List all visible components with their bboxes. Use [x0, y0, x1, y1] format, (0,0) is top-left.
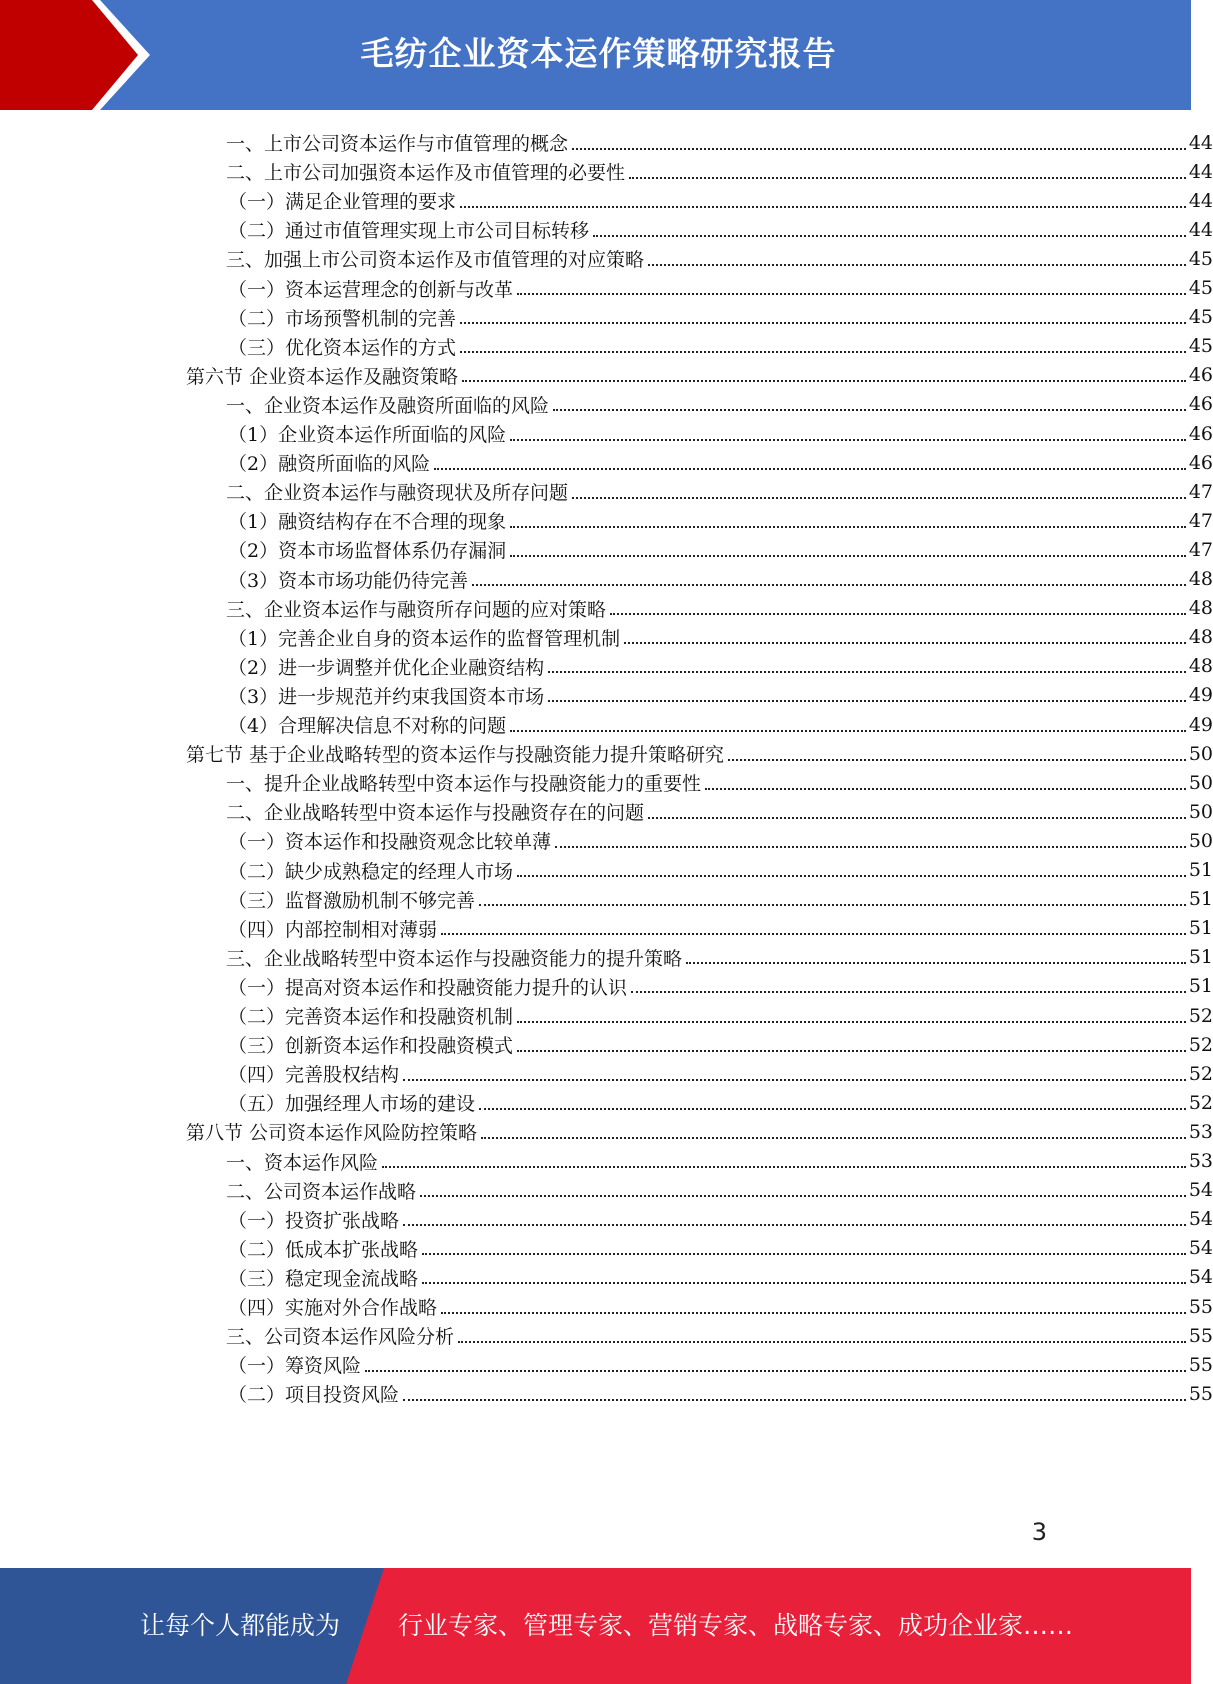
toc-entry[interactable] — [0, 476, 1213, 507]
toc-entry[interactable] — [0, 418, 1213, 449]
toc-entry-title: （2）资本市场监督体系仍存漏洞 — [228, 540, 507, 563]
toc-entry-title: （四）内部控制相对薄弱 — [228, 918, 438, 941]
toc-entry[interactable] — [0, 302, 1213, 333]
toc-entry[interactable] — [0, 1029, 1213, 1060]
toc-entry-title: （1）融资结构存在不合理的现象 — [228, 511, 507, 534]
toc-entry-title: （一）投资扩张战略 — [228, 1209, 400, 1232]
toc-leader-dots — [517, 1021, 1186, 1023]
toc-entry-title: （三）创新资本运作和投融资模式 — [228, 1035, 514, 1058]
toc-leader-dots — [472, 584, 1186, 586]
toc-entry-title: 第七节 基于企业战略转型的资本运作与投融资能力提升策略研究 — [186, 744, 725, 767]
toc-leader-dots — [728, 759, 1186, 761]
toc-leader-dots — [572, 497, 1186, 499]
toc-entry-title: （五）加强经理人市场的建设 — [228, 1093, 476, 1116]
toc-entry-page: 45 — [1188, 335, 1213, 358]
toc-entry[interactable] — [0, 1146, 1213, 1177]
toc-leader-dots — [548, 700, 1186, 702]
toc-entry-page: 54 — [1188, 1237, 1213, 1260]
toc-leader-dots — [517, 875, 1186, 877]
toc-entry-page: 52 — [1188, 1091, 1213, 1114]
toc-entry-title: （三）监督激励机制不够完善 — [228, 889, 476, 912]
toc-leader-dots — [382, 1166, 1186, 1168]
toc-entry-page: 49 — [1188, 713, 1213, 736]
toc-leader-dots — [593, 235, 1186, 237]
page-footer — [0, 1568, 1191, 1684]
toc-entry-page: 52 — [1188, 1033, 1213, 1056]
toc-entry-page: 50 — [1188, 771, 1213, 794]
toc-leader-dots — [403, 1224, 1186, 1226]
toc-leader-dots — [422, 1282, 1186, 1284]
toc-entry-page: 54 — [1188, 1179, 1213, 1202]
toc-entry-page: 48 — [1188, 568, 1213, 590]
toc-entry-title: 三、企业战略转型中资本运作与投融资能力的提升策略 — [226, 947, 683, 970]
toc-entry[interactable] — [0, 1291, 1213, 1322]
toc-entry-title: （一）筹资风险 — [228, 1355, 362, 1378]
toc-leader-dots — [481, 1137, 1186, 1139]
toc-entry[interactable] — [0, 680, 1213, 711]
toc-entry-title: （二）市场预警机制的完善 — [228, 307, 457, 330]
toc-entry-page: 44 — [1188, 189, 1213, 212]
toc-entry[interactable] — [0, 767, 1213, 798]
toc-entry[interactable] — [0, 1320, 1213, 1351]
toc-entry[interactable] — [0, 564, 1213, 595]
document-title: 毛纺企业资本运作策略研究报告 — [360, 34, 837, 73]
toc-entry[interactable] — [0, 1058, 1213, 1089]
toc-entry-title: 二、企业战略转型中资本运作与投融资存在的问题 — [226, 802, 645, 825]
toc-entry-page: 55 — [1188, 1295, 1213, 1318]
toc-entry-title: （二）完善资本运作和投融资机制 — [228, 1006, 514, 1028]
toc-leader-dots — [631, 991, 1186, 993]
toc-entry[interactable] — [0, 709, 1213, 740]
toc-entry-title: 第六节 企业资本运作及融资策略 — [186, 365, 459, 388]
toc-entry[interactable] — [0, 825, 1213, 856]
toc-entry[interactable] — [0, 447, 1213, 478]
toc-entry[interactable] — [0, 884, 1213, 915]
toc-leader-dots — [434, 468, 1186, 470]
toc-leader-dots — [572, 148, 1186, 150]
toc-leader-dots — [420, 1195, 1186, 1197]
toc-entry-page: 48 — [1188, 597, 1213, 620]
toc-leader-dots — [441, 933, 1186, 935]
page-header — [0, 0, 1191, 110]
toc-entry[interactable] — [0, 505, 1213, 536]
toc-entry-page: 55 — [1188, 1324, 1213, 1347]
toc-entry[interactable] — [0, 360, 1213, 391]
toc-entry[interactable] — [0, 1262, 1213, 1293]
toc-entry-title: （2）融资所面临的风险 — [228, 453, 431, 476]
toc-entry-title: （一）资本运营理念的创新与改革 — [228, 278, 514, 301]
toc-entry-title: 第八节 公司资本运作风险防控策略 — [186, 1122, 478, 1145]
toc-entry[interactable] — [0, 243, 1213, 274]
toc-entry-page: 44 — [1188, 131, 1213, 154]
toc-entry-page: 49 — [1188, 684, 1213, 707]
toc-entry-page: 45 — [1188, 306, 1213, 329]
toc-entry-title: （一）资本运作和投融资观念比较单薄 — [228, 831, 552, 854]
footer-slogan-right: 行业专家、管理专家、营销专家、战略专家、成功企业家…… — [398, 1611, 1074, 1640]
toc-entry-page: 51 — [1188, 946, 1213, 969]
toc-leader-dots — [624, 642, 1186, 644]
toc-leader-dots — [441, 1312, 1186, 1314]
toc-entry-page: 44 — [1188, 218, 1213, 241]
toc-entry[interactable] — [0, 1175, 1213, 1206]
toc-leader-dots — [479, 1108, 1186, 1110]
toc-leader-dots — [479, 904, 1186, 906]
toc-leader-dots — [610, 613, 1186, 615]
toc-leader-dots — [629, 177, 1186, 179]
toc-entry[interactable] — [0, 855, 1213, 886]
toc-leader-dots — [555, 846, 1186, 848]
toc-leader-dots — [403, 1079, 1186, 1081]
toc-entry-page: 47 — [1188, 509, 1213, 532]
toc-entry-title: （二）项目投资风险 — [228, 1384, 400, 1407]
toc-entry-page: 46 — [1188, 393, 1213, 416]
toc-entry-title: 三、加强上市公司资本运作及市值管理的对应策略 — [226, 249, 645, 272]
toc-entry-title: （一）满足企业管理的要求 — [228, 191, 457, 214]
toc-entry[interactable] — [0, 913, 1213, 944]
toc-entry-page: 47 — [1188, 480, 1213, 503]
toc-entry[interactable] — [0, 214, 1213, 245]
toc-entry-title: （1）完善企业自身的资本运作的监督管理机制 — [228, 627, 621, 650]
toc-leader-dots — [648, 817, 1186, 819]
toc-entry-page: 55 — [1188, 1382, 1213, 1405]
toc-leader-dots — [460, 206, 1186, 208]
toc-entry-title: 一、提升企业战略转型中资本运作与投融资能力的重要性 — [226, 773, 702, 796]
toc-entry-title: 一、企业资本运作及融资所面临的风险 — [226, 394, 550, 417]
toc-entry[interactable] — [0, 1233, 1213, 1264]
toc-entry-title: （二）通过市值管理实现上市公司目标转移 — [228, 220, 590, 243]
toc-entry[interactable] — [0, 1000, 1213, 1031]
page-number: 3 — [1031, 1518, 1047, 1546]
toc-leader-dots — [648, 264, 1186, 266]
toc-entry-title: （四）完善股权结构 — [228, 1064, 400, 1087]
toc-entry-page: 50 — [1188, 800, 1213, 823]
toc-entry-page: 44 — [1188, 160, 1213, 183]
toc-entry[interactable] — [0, 331, 1213, 362]
toc-leader-dots — [510, 526, 1186, 528]
toc-entry[interactable] — [0, 1349, 1213, 1380]
toc-entry-title: （三）优化资本运作的方式 — [228, 336, 457, 359]
toc-leader-dots — [517, 1050, 1186, 1052]
toc-entry[interactable] — [0, 738, 1213, 769]
footer-slogan-left: 让每个人都能成为 — [140, 1611, 341, 1640]
toc-entry-page: 51 — [1188, 859, 1213, 881]
toc-entry[interactable] — [0, 971, 1213, 1002]
toc-entry-page: 48 — [1188, 626, 1213, 649]
toc-entry[interactable] — [0, 534, 1213, 565]
toc-entry-page: 51 — [1188, 975, 1213, 998]
toc-entry-title: （3）资本市场功能仍待完善 — [228, 569, 469, 592]
toc-leader-dots — [510, 555, 1186, 557]
toc-entry-page: 48 — [1188, 655, 1213, 678]
toc-entry-page: 52 — [1188, 1004, 1213, 1027]
toc-leader-dots — [705, 788, 1186, 790]
toc-entry[interactable] — [0, 593, 1213, 624]
toc-entry[interactable] — [0, 942, 1213, 973]
toc-entry-page: 53 — [1188, 1150, 1213, 1172]
toc-entry-title: （二）低成本扩张战略 — [228, 1238, 419, 1261]
toc-leader-dots — [686, 962, 1186, 964]
toc-entry-page: 50 — [1188, 829, 1213, 852]
toc-entry-page: 46 — [1188, 364, 1213, 387]
toc-leader-dots — [517, 293, 1186, 295]
toc-leader-dots — [403, 1399, 1186, 1401]
toc-entry-page: 47 — [1188, 538, 1213, 561]
toc-entry-title: （2）进一步调整并优化企业融资结构 — [228, 656, 545, 679]
toc-entry-title: （二）缺少成熟稳定的经理人市场 — [228, 860, 514, 883]
toc-entry[interactable] — [0, 622, 1213, 653]
toc-leader-dots — [460, 351, 1186, 353]
toc-leader-dots — [553, 409, 1186, 411]
toc-entry-title: 一、上市公司资本运作与市值管理的概念 — [226, 133, 569, 155]
toc-leader-dots — [422, 1253, 1186, 1255]
toc-entry-page: 46 — [1188, 451, 1213, 474]
toc-entry-title: （3）进一步规范并约束我国资本市场 — [228, 685, 545, 708]
toc-entry-page: 54 — [1188, 1266, 1213, 1289]
toc-entry-page: 46 — [1188, 422, 1213, 445]
toc-entry[interactable] — [0, 1087, 1213, 1118]
toc-entry-page: 50 — [1188, 742, 1213, 765]
toc-entry-title: （1）企业资本运作所面临的风险 — [228, 424, 507, 446]
toc-entry-title: 三、企业资本运作与融资所存问题的应对策略 — [226, 598, 607, 621]
toc-entry-title: 二、企业资本运作与融资现状及所存问题 — [226, 482, 569, 505]
toc-entry-title: 二、上市公司加强资本运作及市值管理的必要性 — [226, 162, 626, 185]
toc-entry-title: 二、公司资本运作战略 — [226, 1180, 417, 1203]
toc-entry[interactable] — [0, 185, 1213, 216]
toc-entry[interactable] — [0, 1378, 1213, 1409]
toc-entry-page: 51 — [1188, 888, 1213, 911]
toc-entry-page: 51 — [1188, 917, 1213, 940]
toc-entry-page: 45 — [1188, 247, 1213, 270]
toc-entry[interactable] — [0, 156, 1213, 187]
toc-entry-title: 一、资本运作风险 — [226, 1151, 379, 1174]
toc-entry[interactable] — [0, 273, 1213, 304]
toc-entry-page: 53 — [1188, 1120, 1213, 1143]
toc-entry-page: 54 — [1188, 1208, 1213, 1231]
toc-leader-dots — [510, 439, 1186, 441]
toc-leader-dots — [510, 730, 1186, 732]
toc-leader-dots — [365, 1370, 1186, 1372]
toc-entry[interactable] — [0, 389, 1213, 420]
toc-entry-page: 52 — [1188, 1062, 1213, 1085]
toc-leader-dots — [548, 671, 1186, 673]
toc-entry[interactable] — [0, 651, 1213, 682]
toc-entry-title: （4）合理解决信息不对称的问题 — [228, 715, 507, 737]
toc-entry[interactable] — [0, 1204, 1213, 1235]
toc-leader-dots — [458, 1341, 1186, 1343]
toc-entry[interactable] — [0, 796, 1213, 827]
toc-entry-page: 55 — [1188, 1353, 1213, 1376]
toc-entry-page: 45 — [1188, 277, 1213, 299]
toc-entry-title: 三、公司资本运作风险分析 — [226, 1326, 455, 1349]
toc-entry[interactable] — [0, 127, 1213, 158]
toc-entry-title: （一）提高对资本运作和投融资能力提升的认识 — [228, 976, 628, 999]
toc-entry-title: （三）稳定现金流战略 — [228, 1267, 419, 1290]
toc-leader-dots — [462, 380, 1186, 382]
toc-leader-dots — [460, 322, 1186, 324]
toc-entry[interactable] — [0, 1116, 1213, 1147]
toc-entry-title: （四）实施对外合作战略 — [228, 1297, 438, 1319]
